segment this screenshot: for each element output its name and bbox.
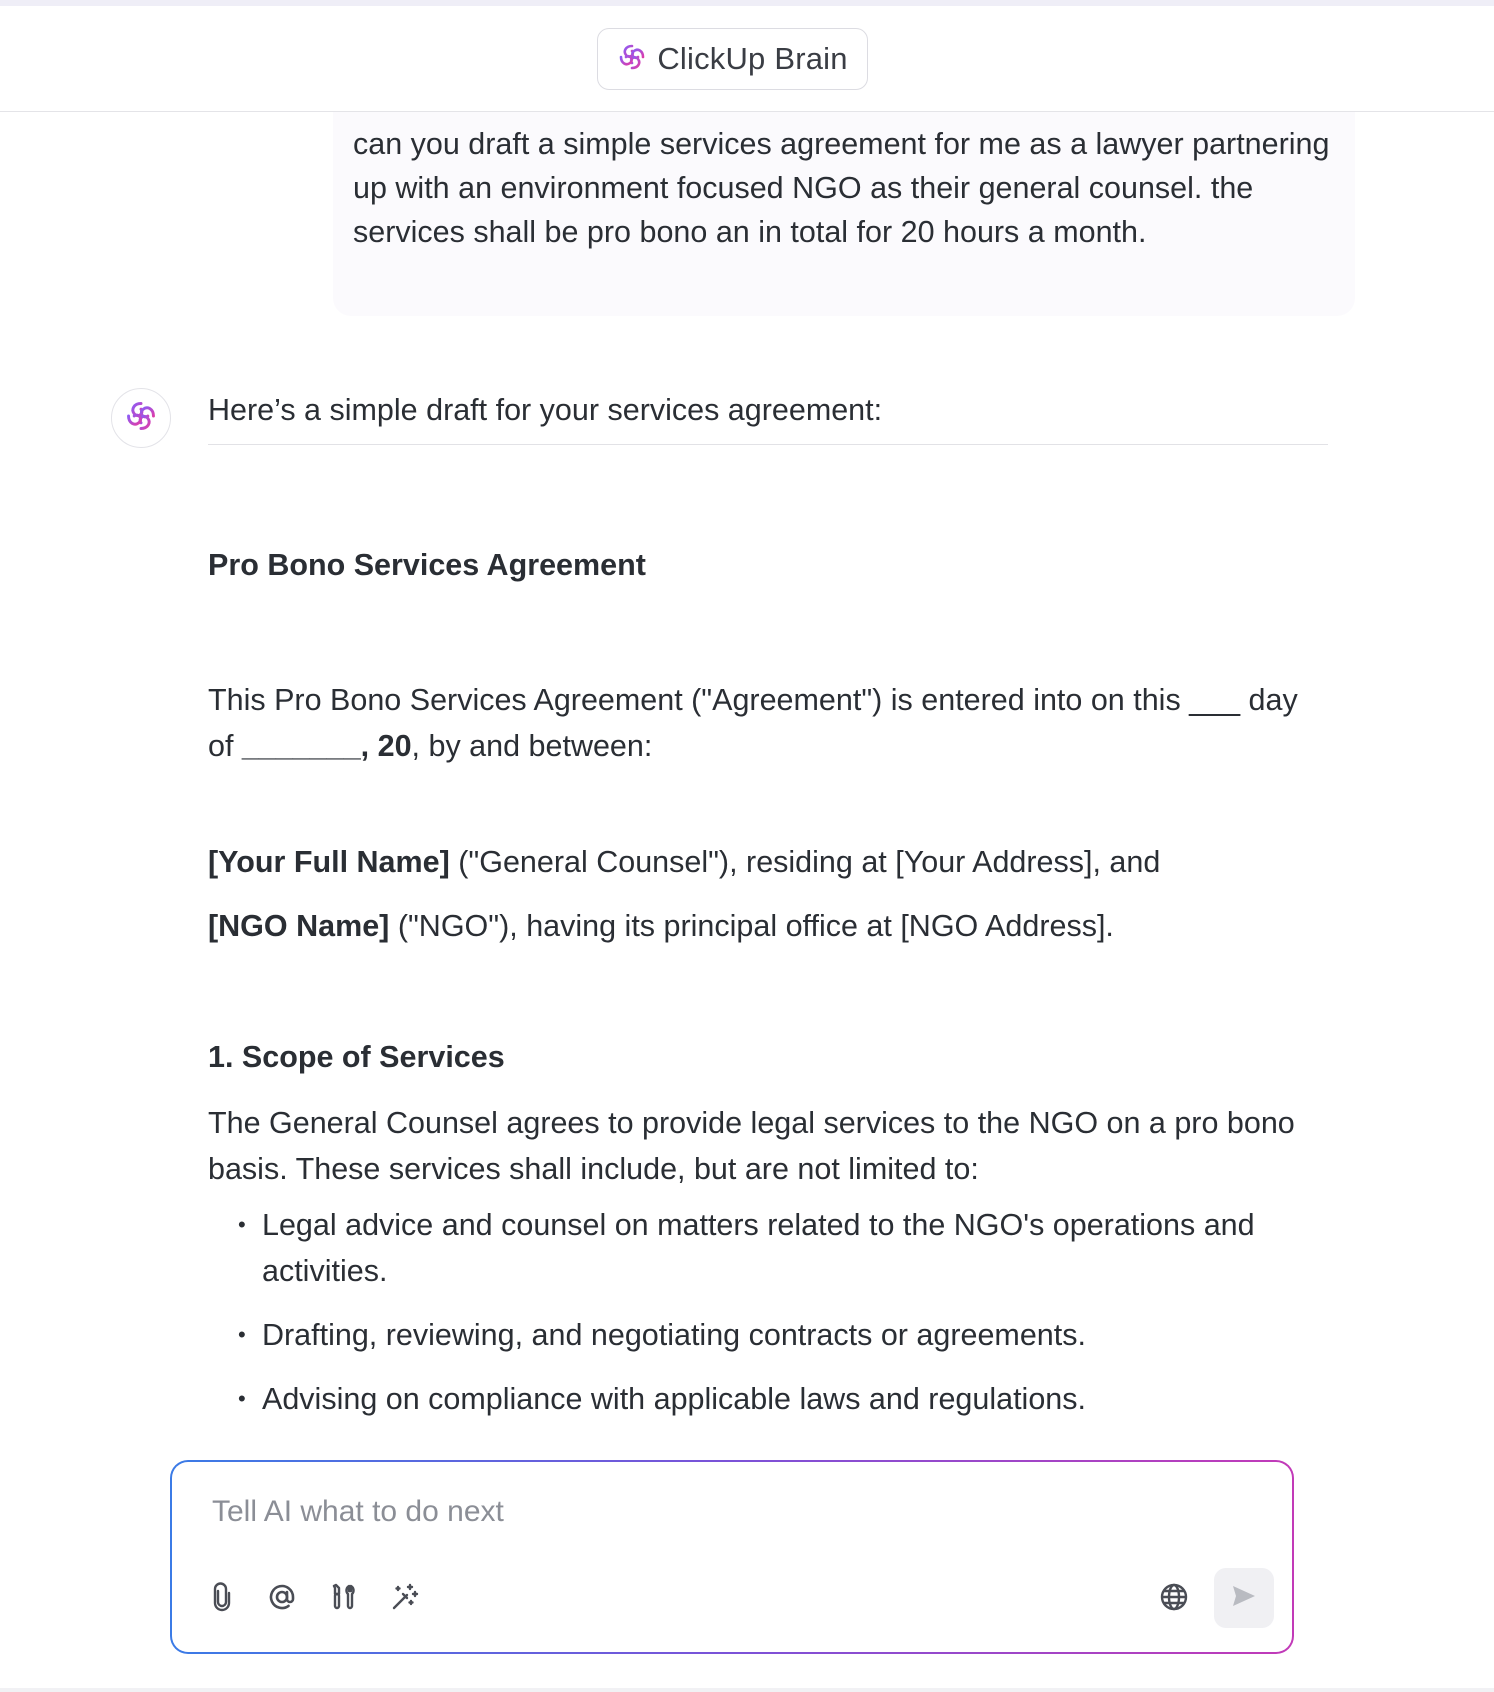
party-general-counsel: [Your Full Name] ("General Counsel"), residing at [Your Address], and — [208, 845, 1161, 879]
header-bar — [0, 6, 1494, 112]
send-icon — [1230, 1582, 1258, 1615]
assistant-response — [208, 380, 1328, 1422]
agreement-intro-paragraph: This Pro Bono Services Agreement ("Agreement") is entered into on this ___ day of _______, 20, by and between: — [208, 683, 1298, 763]
agreement-title: Pro Bono Services Agreement — [208, 548, 646, 582]
section-heading-scope: 1. Scope of Services — [208, 1040, 505, 1074]
brain-swirl-icon — [124, 399, 158, 438]
brain-swirl-icon — [617, 42, 647, 77]
assistant-intro: Here’s a simple draft for your services agreement: — [208, 393, 883, 427]
brand-label: ClickUp Brain — [657, 41, 848, 76]
bottom-edge — [0, 1688, 1494, 1692]
scope-paragraph: The General Counsel agrees to provide legal services to the NGO on a pro bono basis. These services shall include, but are not limited to: — [208, 1106, 1295, 1186]
tools-icon[interactable] — [324, 1577, 364, 1617]
party-ngo: [NGO Name] ("NGO"), having its principal office at [NGO Address]. — [208, 909, 1114, 943]
list-item: • Legal advice and counsel on matters related to the NGO's operations and activities. — [238, 1202, 1328, 1294]
magic-wand-icon[interactable] — [384, 1577, 424, 1617]
user-message-bubble — [333, 112, 1355, 316]
scope-bullet-list — [238, 1202, 1328, 1422]
response-divider — [208, 444, 1328, 445]
composer-inner — [172, 1462, 1292, 1652]
list-item: • Drafting, reviewing, and negotiating contracts or agreements. — [238, 1312, 1328, 1358]
at-mention-icon[interactable] — [262, 1577, 302, 1617]
assistant-avatar — [111, 388, 171, 448]
clickup-brain-button[interactable] — [597, 28, 868, 90]
list-item: • Advising on compliance with applicable laws and regulations. — [238, 1376, 1328, 1422]
paperclip-icon[interactable] — [202, 1577, 242, 1617]
user-message-text: can you draft a simple services agreement for me as a lawyer partnering up with an environment focused NGO as their general counsel. the services shall be pro bono an in total for 20 hours a month. — [353, 127, 1330, 249]
prompt-input[interactable] — [212, 1490, 1112, 1534]
ai-composer — [170, 1460, 1294, 1654]
send-button[interactable] — [1214, 1568, 1274, 1628]
globe-icon[interactable] — [1154, 1577, 1194, 1617]
